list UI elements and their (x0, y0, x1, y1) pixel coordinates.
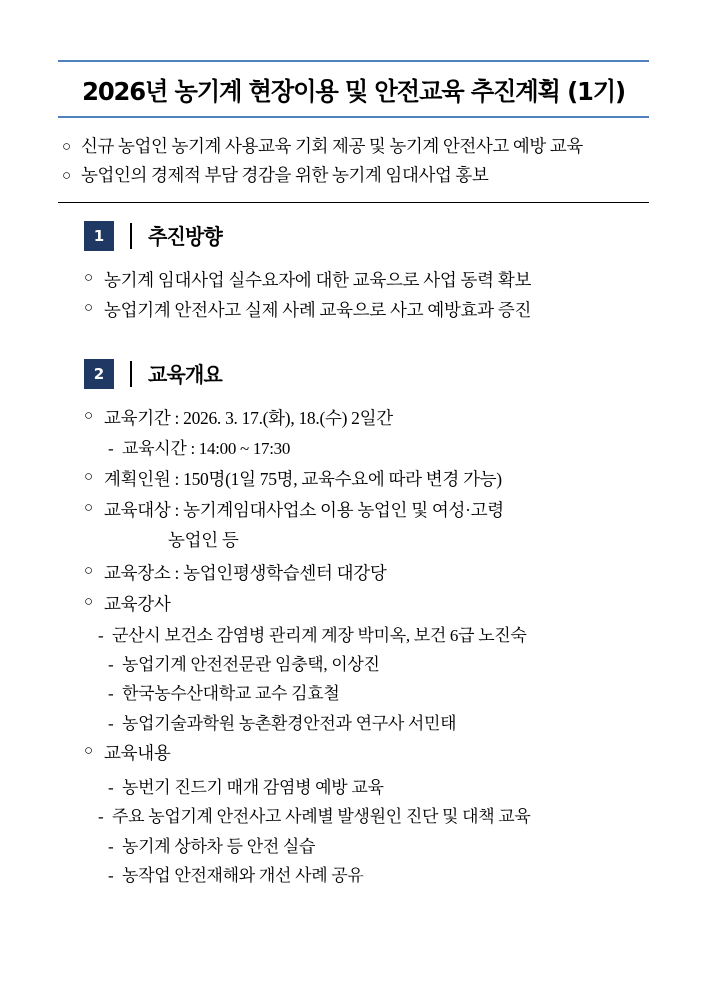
summary-item-text: 신규 농업인 농기계 사용교육 기회 제공 및 농기계 안전사고 예방 교육 (81, 136, 583, 156)
section-2-body (56, 403, 651, 890)
list-item-text: 농업기계 안전사고 실제 사례 교육으로 사고 예방효과 증진 (104, 299, 532, 320)
sub-list-item (84, 679, 651, 708)
circle-bullet-icon: ○ (84, 407, 93, 424)
list-item (84, 265, 651, 295)
title-block (56, 60, 651, 118)
dash-bullet-icon: - (98, 625, 104, 645)
list-item (84, 558, 651, 590)
sub-list-item (84, 434, 651, 463)
summary-item (62, 161, 645, 190)
circle-bullet-icon: ○ (84, 468, 93, 485)
list-item-text: 교육기간 : 2026. 3. 17.(화), 18.(수) 2일간 (104, 407, 393, 428)
dash-bullet-icon: - (98, 807, 104, 827)
summary-list (56, 132, 651, 190)
sub-list-item (84, 802, 651, 831)
dash-bullet-icon: - (108, 655, 114, 675)
circle-bullet-icon: ○ (84, 500, 93, 517)
sub-list-item-text: 교육시간 : 14:00 ~ 17:30 (122, 439, 291, 459)
sub-list-item-text: 농작업 안전재해와 개선 사례 공유 (122, 865, 364, 885)
list-item-text: 농기계 임대사업 실수요자에 대한 교육으로 사업 동력 확보 (104, 269, 532, 290)
sub-list-item-text: 농업기술과학원 농촌환경안전과 연구사 서민태 (122, 713, 457, 733)
circle-bullet-icon: ○ (62, 139, 71, 155)
sub-list-item (84, 650, 651, 679)
circle-bullet-icon: ○ (84, 562, 93, 579)
list-item (84, 464, 651, 496)
sub-list-item-text: 농기계 상하차 등 안전 실습 (122, 836, 316, 856)
sub-list-item-text: 한국농수산대학교 교수 김효철 (122, 684, 340, 704)
sub-list-item (84, 861, 651, 890)
section-number-badge: 2 (84, 359, 114, 389)
sub-list-item-text: 주요 농업기계 안전사고 사례별 발생원인 진단 및 대책 교육 (112, 807, 531, 827)
list-item (84, 495, 651, 527)
sub-list-item (84, 773, 651, 802)
dash-bullet-icon: - (108, 439, 114, 459)
section-heading-1 (56, 221, 651, 251)
circle-bullet-icon: ○ (84, 299, 93, 316)
page-title: 2026년 농기계 현장이용 및 안전교육 추진계획 (1기) (82, 77, 625, 106)
section-title: 추진방향 (147, 224, 222, 249)
list-item (84, 738, 651, 770)
circle-bullet-icon: ○ (84, 269, 93, 286)
circle-bullet-icon: ○ (84, 594, 93, 611)
circle-bullet-icon: ○ (84, 742, 93, 759)
list-item-text: 계획인원 : 150명(1일 75명, 교육수요에 따라 변경 가능) (104, 468, 502, 489)
list-item-text: 교육내용 (104, 742, 171, 763)
section-separator (130, 361, 132, 387)
sub-list-item-text: 농번기 진드기 매개 감염병 예방 교육 (122, 778, 384, 798)
section-1-body (56, 265, 651, 325)
dash-bullet-icon: - (108, 778, 114, 798)
section-heading-2 (56, 359, 651, 389)
list-item-continuation: 농업인 등 (168, 529, 239, 550)
section-title: 교육개요 (147, 362, 222, 387)
dash-bullet-icon: - (108, 865, 114, 885)
title-rule-bottom (58, 116, 649, 118)
summary-item-text: 농업인의 경제적 부담 경감을 위한 농기계 임대사업 홍보 (81, 164, 489, 185)
section-separator (130, 223, 132, 249)
sub-list-item (84, 832, 651, 861)
list-item-text: 교육강사 (104, 594, 171, 615)
dash-bullet-icon: - (108, 836, 114, 856)
list-item (84, 295, 651, 325)
sub-list-item-text: 농업기계 안전전문관 임충택, 이상진 (122, 655, 380, 675)
dash-bullet-icon: - (108, 684, 114, 704)
circle-bullet-icon: ○ (62, 167, 71, 184)
list-item (84, 589, 651, 621)
sub-list-item (84, 621, 651, 650)
list-item (84, 403, 651, 435)
summary-divider (58, 202, 649, 203)
dash-bullet-icon: - (108, 713, 114, 733)
list-item-text: 교육대상 : 농기계임대사업소 이용 농업인 및 여성·고령 (104, 500, 504, 521)
summary-item (62, 132, 645, 161)
sub-list-item (84, 709, 651, 738)
list-item-text: 교육장소 : 농업인평생학습센터 대강당 (104, 562, 387, 583)
section-number-badge: 1 (84, 221, 114, 251)
sub-list-item-text: 군산시 보건소 감염병 관리계 계장 박미옥, 보건 6급 노진숙 (112, 625, 527, 645)
